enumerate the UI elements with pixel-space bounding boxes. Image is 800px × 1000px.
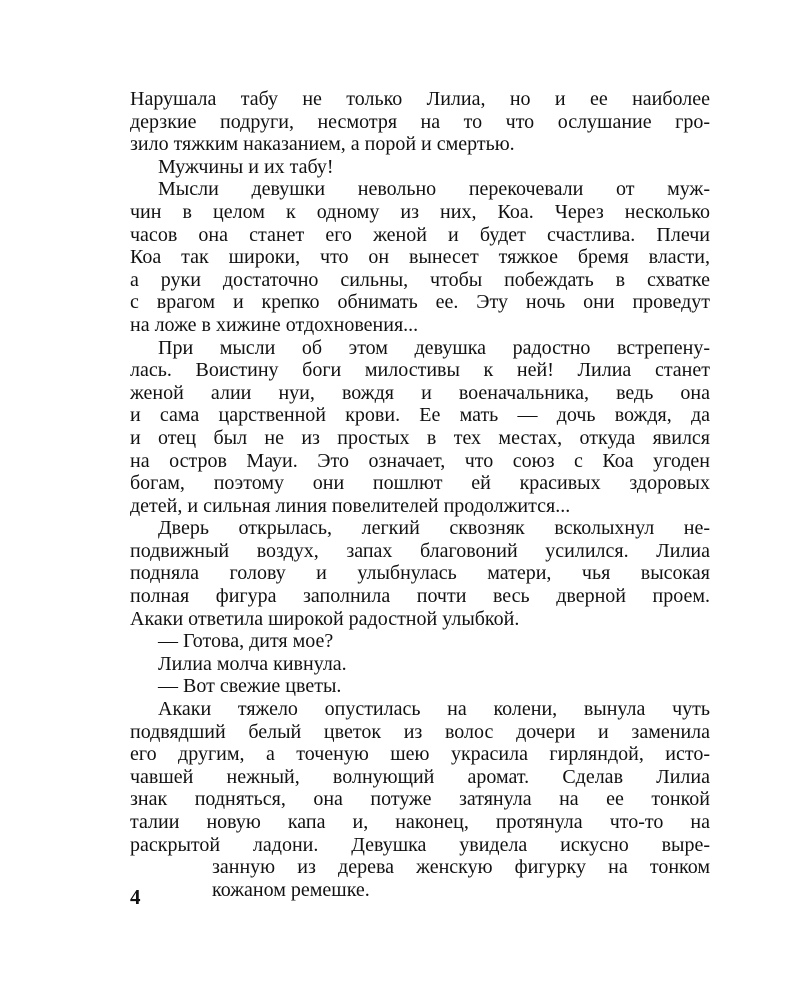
text-line: чавшей нежный, волнующий аромат. Сделав Лилиа	[130, 765, 710, 788]
paragraph-start-line: Дверь открылась, легкий сквозняк всколыхнул не-	[158, 517, 710, 540]
text-line: с врагом и крепко обнимать ее. Эту ночь они проведут	[130, 291, 710, 314]
text-line: знак подняться, она потуже затянула на ее тонкой	[130, 788, 710, 811]
text-line: занную из дерева женскую фигурку на тонком	[212, 856, 710, 879]
text-line: детей, и сильная линия повелителей продолжится...	[130, 494, 571, 517]
paragraph-start-line: При мысли об этом девушка радостно встрепену-	[158, 336, 710, 359]
body-text	[130, 88, 710, 901]
text-line: лась. Воистину боги милостивы к ней! Лилиа станет	[130, 359, 710, 382]
paragraph-start-line: Мужчины и их табу!	[158, 155, 334, 178]
text-line: подвядший белый цветок из волос дочери и заменила	[130, 720, 710, 743]
paragraph-start-line: Лилиа молча кивнула.	[158, 652, 347, 675]
text-line: его другим, а точеную шею украсила гирляндой, исто-	[130, 743, 710, 766]
text-line: талии новую капа и, наконец, протянула что-то на	[130, 811, 710, 833]
page-number: 4	[130, 885, 141, 909]
text-line: подвижный воздух, запах благовоний усилился. Лилиа	[130, 539, 710, 562]
text-line: дерзкие подруги, несмотря на то что ослушание гро-	[130, 110, 710, 133]
text-line: и отец был не из простых в тех местах, откуда явился	[130, 426, 710, 449]
text-line: Нарушала табу не только Лилиа, но и ее наиболее	[130, 88, 710, 110]
text-line: на ложе в хижине отдохновения...	[130, 313, 419, 336]
text-line: часов она станет его женой и будет счастлива. Плечи	[130, 223, 710, 246]
paragraph-start-line: Мысли девушки невольно перекочевали от муж-	[158, 178, 710, 201]
text-line: и сама царственной крови. Ее мать — дочь вождя, да	[130, 404, 710, 427]
paragraph-start-line: Акаки тяжело опустилась на колени, вынула чуть	[158, 698, 710, 721]
text-line: Коа так широки, что он вынесет тяжкое бремя власти,	[130, 246, 710, 269]
text-line: а руки достаточно сильны, чтобы побеждать в схватке	[130, 268, 710, 291]
text-line: женой алии нуи, вождя и военачальника, ведь она	[130, 381, 710, 404]
text-line: раскрытой ладони. Девушка увидела искусно выре-	[130, 833, 710, 856]
text-line: богам, поэтому они пошлют ей красивых здоровых	[130, 472, 710, 495]
text-line: зило тяжким наказанием, а порой и смертью.	[130, 133, 515, 156]
text-line: на остров Мауи. Это означает, что союз с Коа угоден	[130, 449, 710, 472]
text-line: подняла голову и улыбнулась матери, чья высокая	[130, 562, 710, 585]
dialogue-line: — Готова, дитя мое?	[158, 630, 334, 653]
text-line: кожаном ремешке.	[212, 878, 370, 901]
text-line: Акаки ответила широкой радостной улыбкой.	[130, 607, 520, 630]
text-line: полная фигура заполнила почти весь дверной проем.	[130, 585, 710, 608]
dialogue-line: — Вот свежие цветы.	[158, 675, 342, 698]
text-line: чин в целом к одному из них, Коа. Через несколько	[130, 200, 710, 223]
